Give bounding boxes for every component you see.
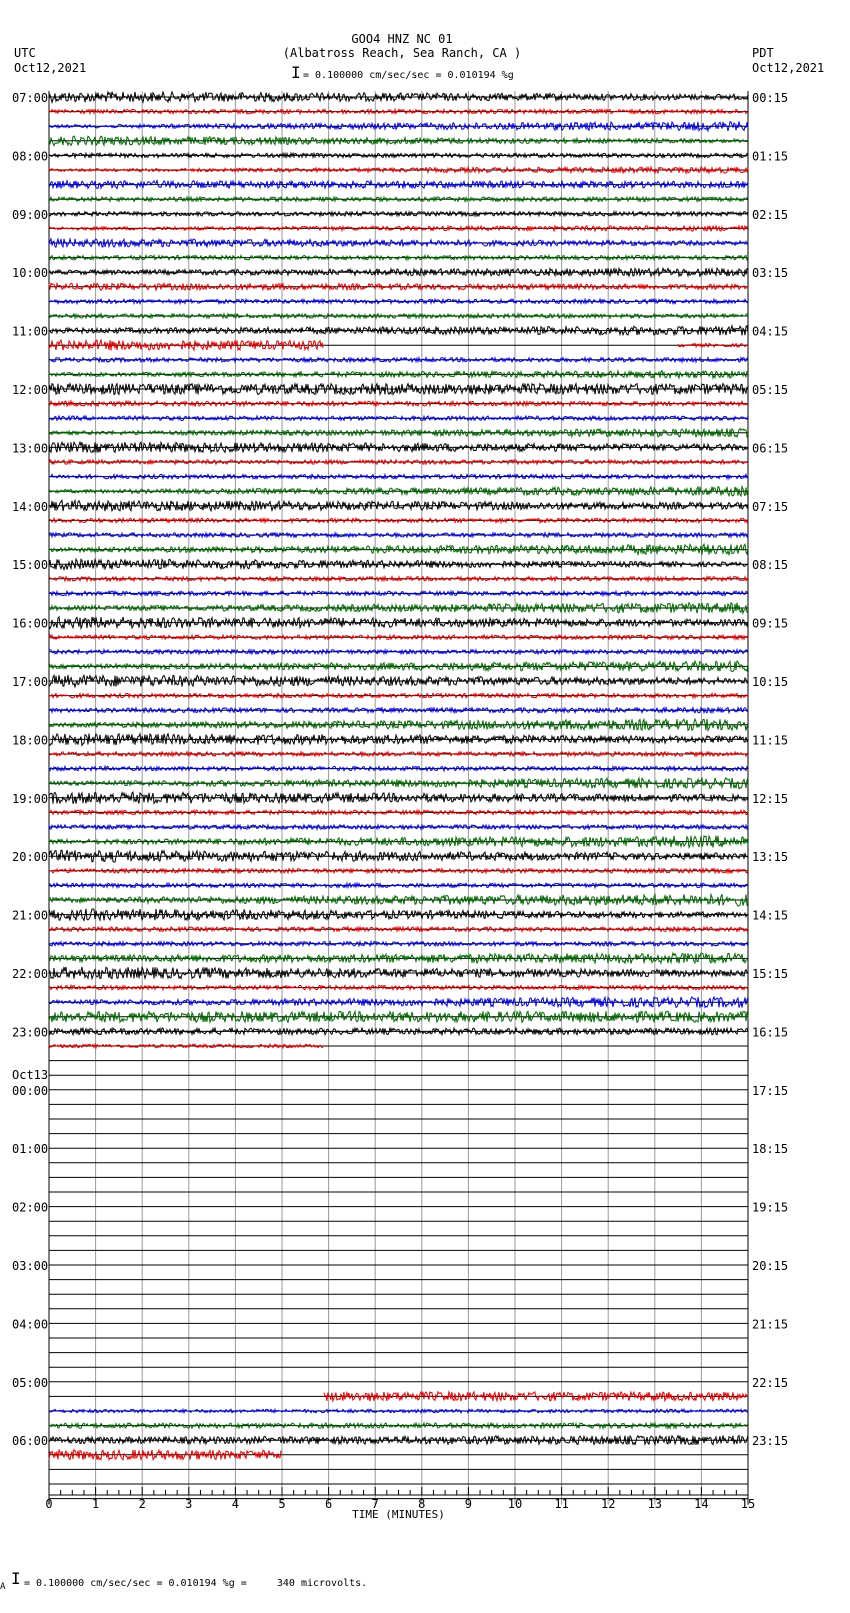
left-time-label: 18:00	[12, 733, 49, 748]
seismic-trace	[49, 268, 748, 276]
x-tick-label: 13	[647, 1497, 663, 1511]
left-time-label: 13:00	[12, 441, 49, 456]
footer-scale-text: = 0.100000 cm/sec/sec = 0.010194 %g = 340 microvolts.	[24, 1578, 368, 1589]
seismic-trace	[324, 1392, 748, 1402]
x-tick-label: 10	[507, 1497, 523, 1511]
x-tick-label: 15	[740, 1497, 756, 1511]
left-time-label: 19:00	[12, 791, 49, 806]
right-time-label: 18:15	[752, 1142, 789, 1157]
left-time-label: 01:00	[12, 1142, 49, 1157]
right-time-label: 06:15	[752, 441, 789, 456]
left-time-label: 11:00	[12, 324, 49, 339]
seismic-trace	[49, 825, 748, 829]
seismic-trace	[49, 953, 748, 963]
x-tick-label: 4	[231, 1497, 240, 1511]
x-tick-label: 3	[185, 1497, 193, 1511]
right-time-label: 13:15	[752, 850, 789, 865]
right-time-label: 09:15	[752, 616, 789, 631]
right-time-label: 22:15	[752, 1375, 789, 1390]
right-timezone: PDT	[752, 46, 774, 60]
right-time-label: 12:15	[752, 791, 789, 806]
left-time-label: 16:00	[12, 616, 49, 631]
left-time-label: 07:00	[12, 91, 49, 105]
x-axis	[45, 1487, 755, 1521]
right-time-label: 04:15	[752, 324, 789, 339]
x-tick-label: 0	[45, 1497, 53, 1511]
x-tick-label: 5	[278, 1497, 286, 1511]
seismic-trace	[49, 766, 748, 770]
left-time-label: 15:00	[12, 558, 49, 573]
chart-title: GOO4 HNZ NC 01	[351, 32, 453, 46]
left-date: Oct12,2021	[14, 61, 87, 75]
x-tick-label: 12	[600, 1497, 616, 1511]
seismic-trace	[49, 693, 748, 697]
seismic-trace	[49, 708, 748, 713]
scale-text: = 0.100000 cm/sec/sec = 0.010194 %g	[303, 70, 514, 81]
left-time-label: 12:00	[12, 383, 49, 397]
right-time-label: 14:15	[752, 908, 789, 923]
seismic-trace	[678, 343, 747, 347]
x-tick-label: 14	[694, 1497, 709, 1511]
left-time-label: 06:00	[12, 1434, 49, 1449]
right-time-label: 15:15	[752, 967, 789, 981]
seismic-trace	[49, 518, 748, 522]
footer-scale-bar-icon: I	[11, 1569, 21, 1588]
x-axis-title: TIME (MINUTES)	[352, 1508, 445, 1521]
scale-bar-icon: I	[291, 63, 301, 82]
left-time-label: 00:00	[12, 1083, 49, 1098]
right-time-label: 19:15	[752, 1200, 789, 1215]
left-time-label: 10:00	[12, 266, 49, 281]
x-tick-label: 8	[418, 1497, 426, 1511]
left-time-label: 04:00	[12, 1317, 49, 1332]
left-time-label: 03:00	[12, 1259, 49, 1273]
right-time-label: 21:15	[752, 1317, 789, 1332]
trace-group	[49, 92, 748, 1460]
left-time-label: 08:00	[12, 149, 49, 164]
right-time-label: 10:15	[752, 675, 789, 689]
right-time-label: 20:15	[752, 1259, 789, 1273]
seismic-trace	[49, 416, 748, 420]
right-time-label: 23:15	[752, 1434, 789, 1449]
chart-subtitle: (Albatross Reach, Sea Ranch, CA )	[282, 46, 522, 60]
left-time-label: 17:00	[12, 675, 49, 689]
seismic-trace	[49, 883, 748, 887]
right-date: Oct12,2021	[752, 61, 825, 75]
seismic-trace	[49, 314, 748, 318]
left-date-label: Oct13	[12, 1067, 49, 1082]
x-tick-label: 6	[324, 1497, 333, 1511]
left-time-label: 02:00	[12, 1200, 49, 1215]
left-time-label: 20:00	[12, 850, 49, 865]
right-time-label: 03:15	[752, 266, 789, 281]
time-labels	[12, 91, 788, 1448]
x-tick-label: 1	[91, 1497, 100, 1511]
right-time-label: 05:15	[752, 383, 789, 397]
seismic-trace	[49, 500, 748, 511]
left-timezone: UTC	[14, 46, 36, 60]
right-time-label: 07:15	[752, 499, 789, 514]
right-time-label: 08:15	[752, 558, 789, 573]
right-time-label: 16:15	[752, 1025, 789, 1040]
left-time-label: 22:00	[12, 967, 49, 981]
seismic-trace	[49, 460, 748, 464]
x-tick-label: 7	[371, 1497, 379, 1511]
left-time-label: 23:00	[12, 1025, 49, 1040]
right-time-label: 17:15	[752, 1083, 789, 1098]
left-time-label: 05:00	[12, 1375, 49, 1390]
left-time-label: 21:00	[12, 908, 49, 923]
x-tick-label: 9	[464, 1497, 473, 1511]
right-time-label: 11:15	[752, 733, 789, 748]
seismic-trace	[49, 650, 748, 654]
left-time-label: 09:00	[12, 207, 49, 222]
seismic-trace	[49, 635, 748, 639]
right-time-label: 01:15	[752, 149, 789, 164]
right-time-label: 02:15	[752, 207, 789, 222]
left-time-label: 14:00	[12, 499, 49, 514]
x-tick-label: 2	[138, 1497, 146, 1511]
seismic-trace	[49, 997, 748, 1008]
right-time-label: 00:15	[752, 91, 789, 105]
seismic-trace	[49, 1409, 748, 1413]
x-tick-label: 11	[554, 1497, 569, 1511]
footer-prefix: A	[0, 1582, 6, 1592]
